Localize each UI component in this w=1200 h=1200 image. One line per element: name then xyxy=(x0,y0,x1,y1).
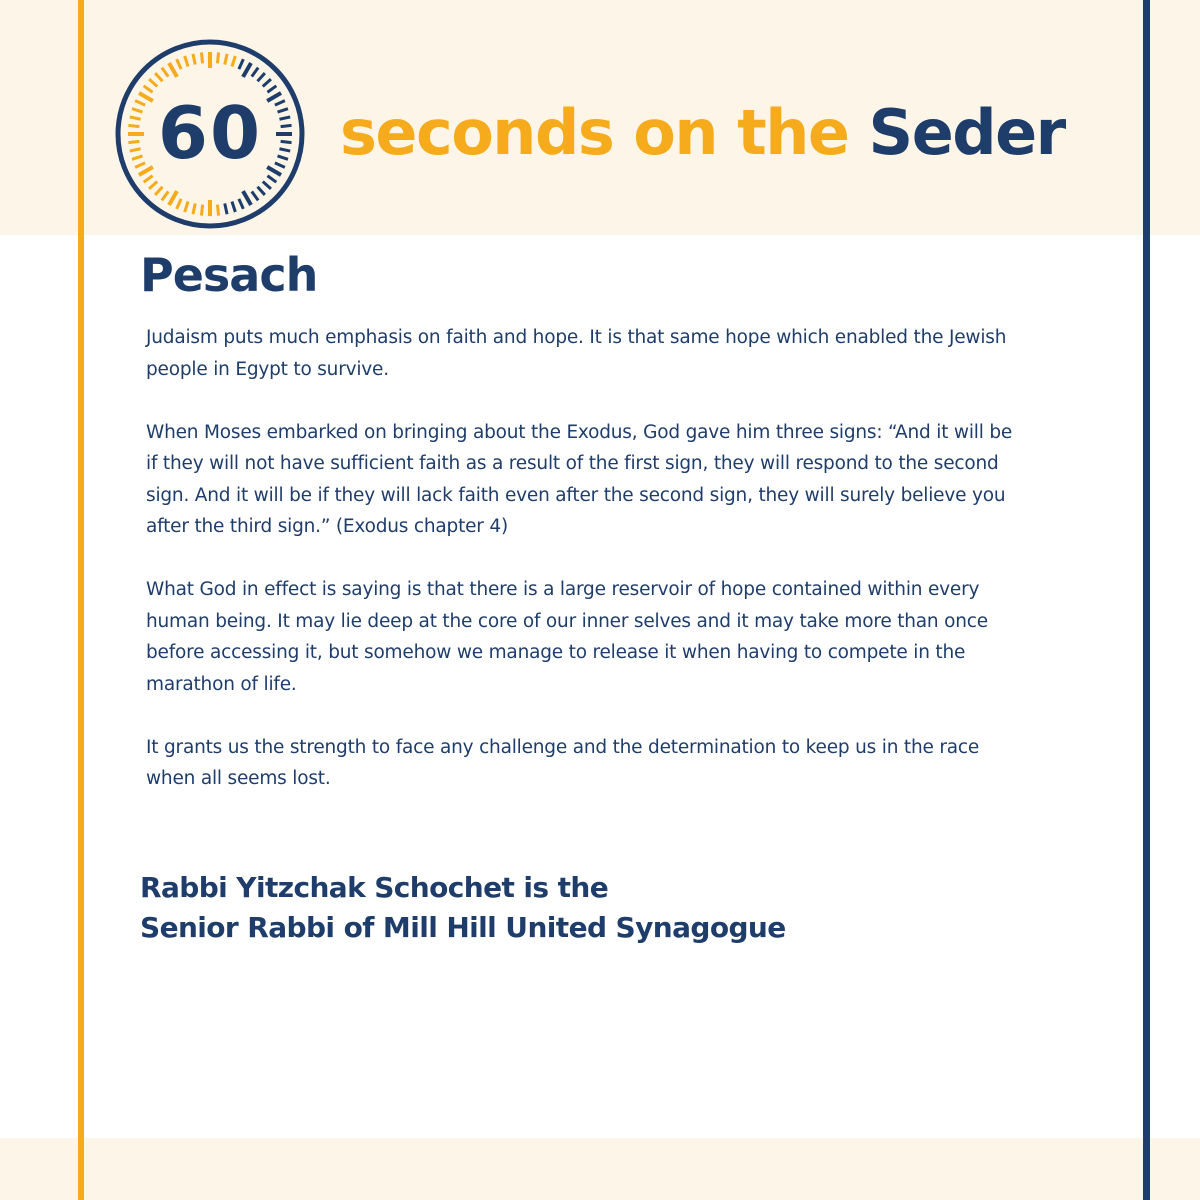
logo-tick xyxy=(177,199,181,209)
logo-tick xyxy=(135,101,145,105)
logo-tick xyxy=(144,86,153,92)
logo-tick xyxy=(144,176,153,182)
logo-tick xyxy=(177,59,181,69)
logo-tick xyxy=(185,202,188,212)
logo-tick xyxy=(169,63,177,77)
footer-band xyxy=(0,1138,1200,1200)
logo-tick xyxy=(263,79,271,86)
logo-tick xyxy=(132,156,142,159)
logo-tick xyxy=(132,109,142,112)
logo-tick xyxy=(267,93,281,101)
logo-tick xyxy=(225,54,227,65)
logo-tick xyxy=(258,187,265,195)
logo-tick xyxy=(275,163,285,167)
logo-tick xyxy=(232,202,235,212)
logo-tick xyxy=(185,56,188,66)
logo-tick xyxy=(217,205,218,216)
logo-tick xyxy=(243,63,251,77)
logo-tick xyxy=(155,187,162,195)
byline-line: Rabbi Yitzchak Schochet is the xyxy=(140,871,609,904)
logo-tick xyxy=(128,125,139,126)
logo-tick xyxy=(281,141,292,142)
logo-tick xyxy=(162,191,168,200)
logo-tick xyxy=(193,203,195,214)
logo-tick xyxy=(130,149,141,151)
logo-number: 60 xyxy=(157,91,263,175)
article-paragraph: When Moses embarked on bringing about the Exodus, God gave him three signs: “And it will be if they will not have sufficient faith as a result of the first sign, they will respond to the second sign. And it will be if they will lack faith even after the second sign, they will surely believe you after the third sign.” (Exodus chapter 4) xyxy=(146,421,1013,537)
byline-line: Senior Rabbi of Mill Hill United Synagogue xyxy=(140,911,786,944)
stopwatch-60-logo-icon xyxy=(112,36,308,232)
logo-tick xyxy=(135,163,145,167)
article-body xyxy=(146,322,1026,826)
logo-tick xyxy=(267,176,276,182)
logo-tick xyxy=(278,109,288,112)
article-paragraph: Judaism puts much emphasis on faith and hope. It is that same hope which enabled the Jewish people in Egypt to survive. xyxy=(146,327,1007,380)
logo-tick xyxy=(239,59,243,69)
logo-tick xyxy=(279,117,290,119)
article-paragraph: It grants us the strength to face any challenge and the determination to keep us in the race when all seems lost. xyxy=(146,736,980,789)
logo-tick xyxy=(201,52,202,63)
logo-tick xyxy=(267,167,281,175)
logo-tick xyxy=(281,125,292,126)
article-title: Pesach xyxy=(140,248,318,302)
author-byline xyxy=(140,868,1040,948)
logo-tick xyxy=(252,68,258,77)
logo-tick xyxy=(169,191,177,205)
logo-tick xyxy=(275,101,285,105)
logo-tick xyxy=(263,182,271,189)
logo-tick xyxy=(155,73,162,81)
logo-tick xyxy=(139,167,153,175)
logo-tick xyxy=(225,203,227,214)
brand-title-accent: Seder xyxy=(868,96,1065,169)
logo-tick xyxy=(130,117,141,119)
logo-tick xyxy=(232,56,235,66)
right-accent-rule xyxy=(1143,0,1150,1200)
logo-tick xyxy=(279,149,290,151)
logo-tick xyxy=(201,205,202,216)
logo-tick xyxy=(217,52,218,63)
logo-tick xyxy=(267,86,276,92)
logo-tick xyxy=(243,191,251,205)
logo-tick xyxy=(239,199,243,209)
logo-tick xyxy=(278,156,288,159)
article-paragraph: What God in effect is saying is that there is a large reservoir of hope contained within every human being. It may lie deep at the core of our inner selves and it may take more than once before accessing it, but somehow we manage to release it when having to compete in the marathon of life. xyxy=(146,579,988,695)
logo-tick xyxy=(258,73,265,81)
logo-tick xyxy=(128,141,139,142)
brand-title-lead: seconds on the xyxy=(340,96,849,169)
logo-tick xyxy=(149,182,157,189)
logo-tick xyxy=(139,93,153,101)
left-accent-rule xyxy=(78,0,84,1200)
logo-tick xyxy=(193,54,195,65)
page-brand-title xyxy=(340,83,1065,183)
logo-tick xyxy=(252,191,258,200)
logo-tick xyxy=(149,79,157,86)
logo-tick xyxy=(162,68,168,77)
